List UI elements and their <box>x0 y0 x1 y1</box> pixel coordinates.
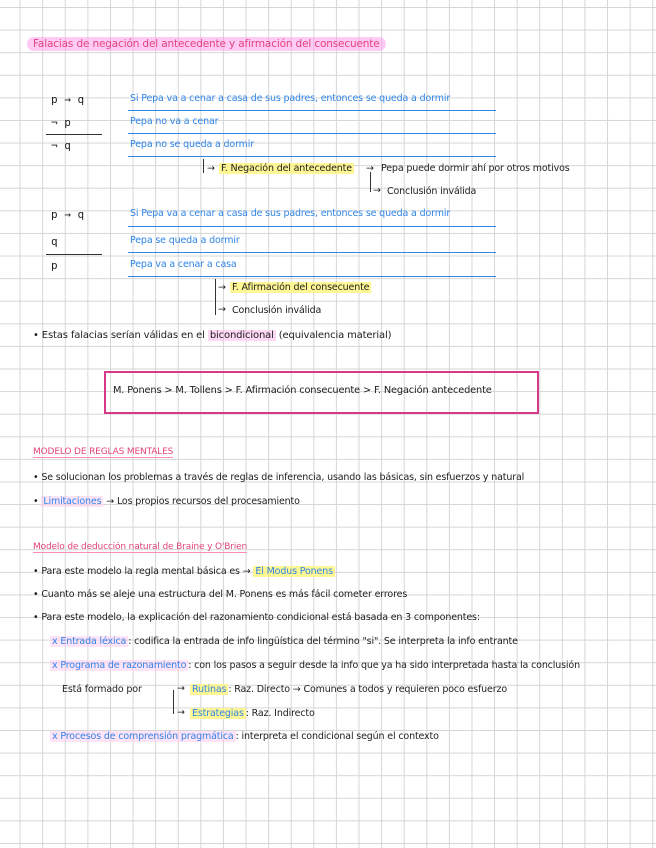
page-title: Falacias de negación del antecedente y afirmación del consecuente <box>27 38 386 50</box>
strategies-item: Estrategias : Raz. Indirecto <box>192 708 315 719</box>
conclusion-symbol: ¬ q <box>51 139 71 152</box>
premise1-underline <box>128 226 496 227</box>
braine-bullet3: • Para este modelo, la explicación del razonamiento condicional está basada en 3 componentes: <box>33 612 480 623</box>
component-pragmatic: x Procesos de comprensión pragmática : interpreta el condicional según el contexto <box>52 731 439 742</box>
premise2-text: Pepa se queda a dormir <box>130 235 240 246</box>
premise1-text: Si Pepa va a cenar a casa de sus padres, entonces se queda a dormir <box>130 208 451 219</box>
mental-rules-bullet2: • Limitaciones → Los propios recursos del procesamiento <box>33 496 300 507</box>
invalid-text: Conclusión inválida <box>387 186 477 197</box>
premise2-underline <box>128 252 496 253</box>
connector-v2 <box>370 172 371 192</box>
routines-arrow: → <box>177 683 185 694</box>
invalid-text: Conclusión inválida <box>232 305 322 316</box>
connector-v <box>203 159 204 173</box>
premise2-symbol: ¬ p <box>51 116 71 129</box>
mental-rules-bullet1: • Se solucionan los problemas a través de reglas de inferencia, usando las básicas, sin esfuerzos y natural <box>33 472 525 483</box>
ranking-text: M. Ponens > M. Tollens > F. Afirmación consecuente > F. Negación antecedente <box>113 385 492 396</box>
conclusion-text: Pepa no se queda a dormir <box>130 139 255 150</box>
invalid-arrow: → <box>218 304 226 315</box>
premise2-text: Pepa no va a cenar <box>130 116 219 127</box>
reason-text: Pepa puede dormir ahí por otros motivos <box>381 163 570 174</box>
conclusion-text: Pepa va a cenar a casa <box>130 259 237 270</box>
component-reasoning-program: x Programa de razonamiento : con los pasos a seguir desde la info que ya ha sido interpretada hasta la conclusión <box>52 660 580 671</box>
conclusion-underline <box>128 156 496 157</box>
mental-rules-heading: MODELO DE REGLAS MENTALES <box>33 447 174 457</box>
premise1-text: Si Pepa va a cenar a casa de sus padres, entonces se queda a dormir <box>130 93 451 104</box>
routines-item: Rutinas : Raz. Directo → Comunes a todos y requieren poco esfuerzo <box>192 684 507 695</box>
fallacy-label: F. Negación del antecedente <box>221 163 352 174</box>
strategies-arrow: → <box>177 707 185 718</box>
braine-heading: Modelo de deducción natural de Braine y O'Brien <box>33 542 248 552</box>
premise1-symbol: p → q <box>51 208 85 221</box>
formed-bracket <box>173 690 174 714</box>
premise2-symbol: q <box>51 235 58 248</box>
braine-bullet2: • Cuanto más se aleje una estructura del M. Ponens es más fácil cometer errores <box>33 589 408 600</box>
inference-line <box>46 134 102 135</box>
braine-bullet1: • Para este modelo la regla mental básica es → El Modus Ponens <box>33 566 333 577</box>
reason-arrow: → <box>366 163 374 174</box>
premise1-underline <box>128 110 496 111</box>
fallacy-arrow: → <box>207 163 215 174</box>
conclusion-underline <box>128 276 496 277</box>
fallacy-arrow: → <box>218 282 226 293</box>
formed-by-label: Está formado por <box>62 684 142 695</box>
premise1-symbol: p → q <box>51 93 85 106</box>
premise2-underline <box>128 133 496 134</box>
fallacy-label: F. Afirmación del consecuente <box>232 282 370 293</box>
validity-note: • Estas falacias serían válidas en el bicondicional (equivalencia material) <box>33 330 392 341</box>
conclusion-symbol: p <box>51 259 58 272</box>
component-lexical: x Entrada léxica : codifica la entrada de info lingüística del término "si". Se interpreta la info entrante <box>52 636 518 647</box>
inference-line <box>46 254 102 255</box>
invalid-arrow: → <box>373 185 381 196</box>
connector-v <box>215 279 216 315</box>
